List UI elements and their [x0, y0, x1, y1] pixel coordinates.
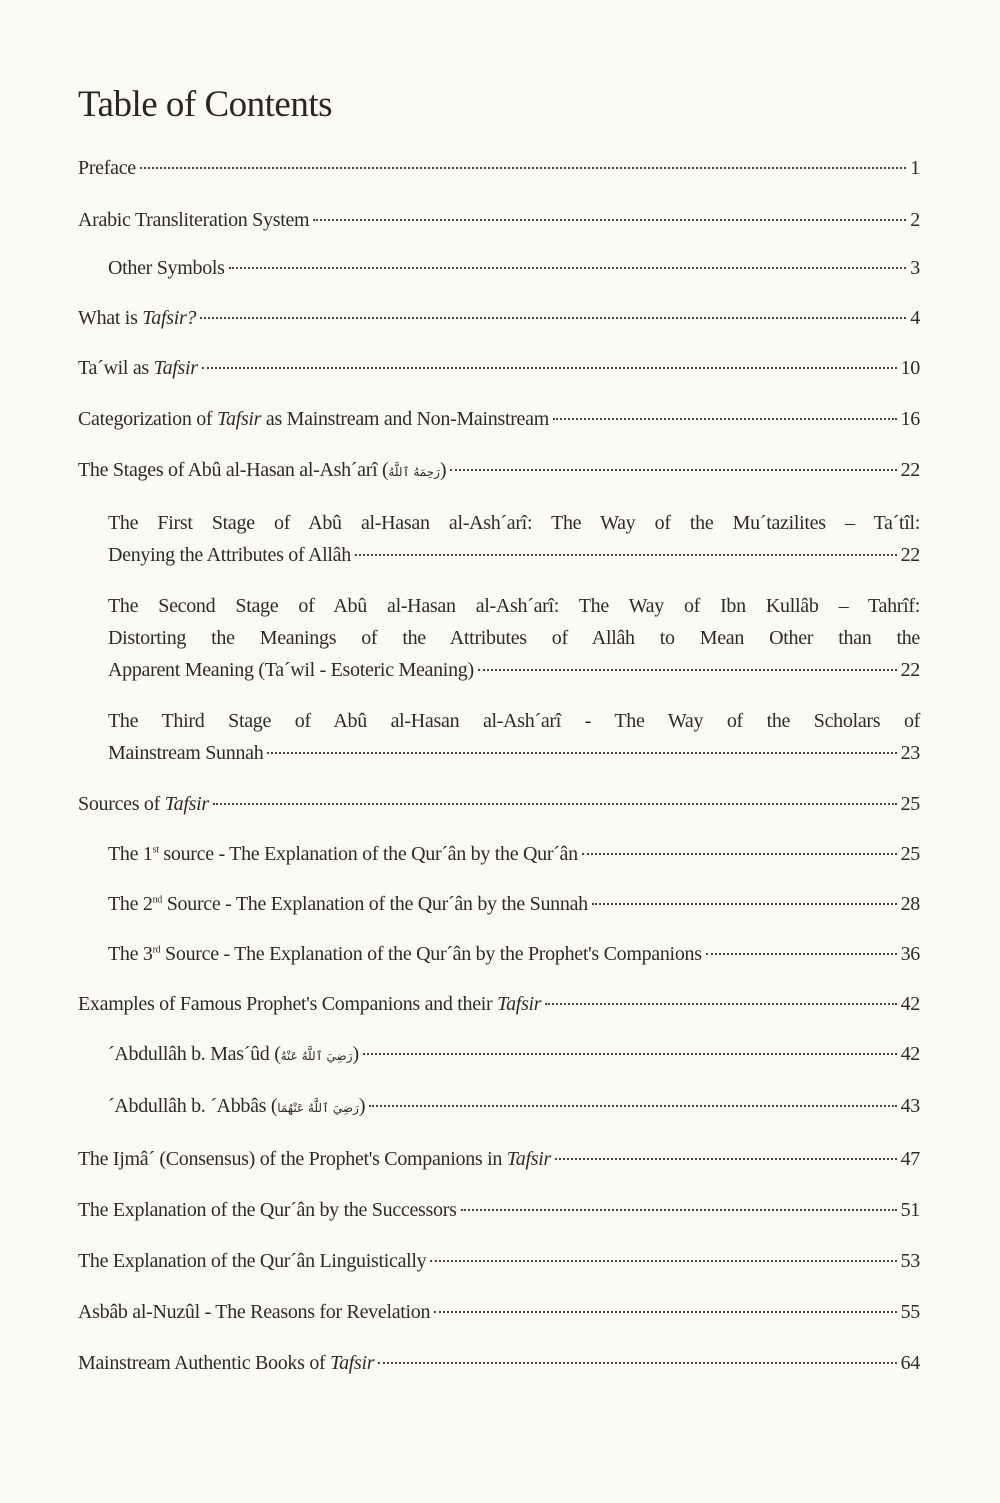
dot-leader	[202, 367, 897, 369]
page-number: 42	[900, 1043, 920, 1065]
page-number: 2	[910, 209, 920, 231]
toc-entry-title	[108, 654, 474, 686]
toc-entry-title	[78, 1347, 374, 1379]
toc-entry-title	[108, 1090, 365, 1124]
toc-entry-title-line: The First Stage of Abû al-Hasan al-Ash´arî: The Way of the Mu´tazilites – Ta´tîl:	[108, 512, 920, 534]
toc-entry[interactable]	[78, 788, 920, 820]
page-number: 23	[900, 742, 920, 764]
toc-entry[interactable]	[78, 1296, 920, 1328]
toc-entry-title	[78, 1245, 426, 1277]
toc-entry-title	[108, 838, 578, 870]
dot-leader	[378, 1362, 896, 1364]
toc-title-italic-part: Tafsir	[330, 1352, 375, 1374]
toc-title-part: source - The Explanation of the Qur´ân by the Qur´ân	[158, 843, 578, 865]
toc-title-part: Mainstream Authentic Books of	[78, 1352, 331, 1374]
toc-title-part: ´Abdullâh b. Mas´ûd (	[108, 1043, 281, 1065]
toc-title-part: Asbâb al-Nuzûl - The Reasons for Revelation	[78, 1301, 431, 1323]
dot-leader	[592, 903, 897, 905]
toc-entry[interactable]	[78, 204, 920, 236]
page-number: 28	[900, 893, 920, 915]
toc-entry[interactable]	[78, 705, 920, 769]
toc-title-italic-part: Tafsir	[497, 993, 542, 1015]
toc-entry[interactable]	[78, 352, 920, 384]
dot-leader	[545, 1003, 896, 1005]
dot-leader	[434, 1311, 896, 1313]
toc-entry-title	[78, 204, 309, 236]
toc-title-part: )	[439, 459, 447, 481]
toc-title-part: The Stages of Abû al-Hasan al-Ash´arî (	[78, 459, 389, 481]
page-number: 3	[910, 257, 920, 279]
toc-entry[interactable]	[78, 938, 920, 970]
toc-entry[interactable]	[78, 838, 920, 870]
dot-leader	[140, 167, 906, 169]
toc-entry-title	[108, 539, 351, 571]
toc-entry[interactable]	[78, 1194, 920, 1226]
toc-entry[interactable]	[78, 1090, 920, 1124]
toc-title-part: Denying the Attributes of Allâh	[108, 544, 351, 566]
toc-title-part: )	[352, 1043, 359, 1065]
dot-leader	[478, 669, 897, 671]
toc-title-part: Sources of	[78, 793, 165, 815]
toc-title-part: The Explanation of the Qur´ân by the Successors	[78, 1199, 457, 1221]
toc-entry-title	[78, 352, 198, 384]
toc-title-part: as Mainstream and Non-Mainstream	[261, 408, 549, 430]
toc-entry[interactable]	[78, 590, 920, 686]
dot-leader	[430, 1260, 896, 1262]
toc-title-italic-part: Tafsir	[506, 1148, 551, 1170]
toc-entry[interactable]	[78, 252, 920, 284]
page-number: 64	[900, 1352, 920, 1374]
toc-title-part: Categorization of	[78, 408, 217, 430]
page-number: 55	[900, 1301, 920, 1323]
page-number: 10	[900, 357, 920, 379]
dot-leader	[200, 317, 906, 319]
toc-entry-title	[108, 888, 588, 920]
page-number: 42	[900, 993, 920, 1015]
ordinal-suffix: st	[152, 844, 159, 856]
toc-entry-title	[78, 1143, 551, 1175]
dot-leader	[267, 752, 896, 754]
arabic-honorific: رَحِمَهُ ٱللَّهُ	[388, 465, 440, 479]
toc-entry[interactable]	[78, 1347, 920, 1379]
page-number: 22	[900, 659, 920, 681]
ordinal-suffix: rd	[152, 944, 161, 956]
toc-entry-title	[78, 454, 446, 488]
toc-entry-title	[78, 1296, 430, 1328]
toc-entry[interactable]	[78, 1143, 920, 1175]
toc-entry-title	[78, 152, 136, 184]
dot-leader	[369, 1105, 896, 1107]
toc-title-part: The 3	[108, 943, 153, 965]
toc-entry-title-line: The Third Stage of Abû al-Hasan al-Ash´arî - The Way of the Scholars of	[108, 710, 920, 732]
page-number: 22	[900, 459, 920, 481]
page-number: 22	[900, 544, 920, 566]
toc-title-part: Apparent Meaning (Ta´wil - Esoteric Meaning)	[108, 659, 474, 681]
toc-title-italic-part: Tafsir	[217, 408, 262, 430]
dot-leader	[313, 219, 906, 221]
page-number: 43	[900, 1095, 920, 1117]
toc-title-part: ´Abdullâh b. ´Abbâs (	[108, 1095, 278, 1117]
toc-title-part: Other Symbols	[108, 257, 225, 279]
dot-leader	[461, 1209, 897, 1211]
toc-entry[interactable]	[78, 152, 920, 184]
dot-leader	[553, 418, 897, 420]
toc-entry-title	[78, 788, 209, 820]
toc-title-part: )	[358, 1095, 366, 1117]
page-title: Table of Contents	[78, 84, 333, 125]
toc-title-part: Arabic Transliteration System	[78, 209, 310, 231]
toc-entry-title	[108, 737, 263, 769]
table-of-contents	[78, 152, 920, 1379]
toc-entry-title	[78, 1194, 457, 1226]
page-number: 1	[910, 157, 920, 179]
toc-title-part: The 2	[108, 893, 153, 915]
toc-entry[interactable]	[78, 988, 920, 1020]
arabic-honorific: رَضِيَ ٱللَّهُ عَنْهُ	[280, 1049, 353, 1063]
toc-title-italic-part: Tafsir	[153, 357, 198, 379]
page-number: 25	[900, 843, 920, 865]
toc-entry[interactable]	[78, 1245, 920, 1277]
toc-entry[interactable]	[78, 888, 920, 920]
toc-title-part: Examples of Famous Prophet's Companions and their	[78, 993, 498, 1015]
page-number: 16	[900, 408, 920, 430]
dot-leader	[555, 1158, 897, 1160]
toc-title-part: Mainstream Sunnah	[108, 742, 264, 764]
page-number: 53	[900, 1250, 920, 1272]
page-number: 36	[900, 943, 920, 965]
page-number: 51	[900, 1199, 920, 1221]
page-number: 25	[900, 793, 920, 815]
toc-title-part: The Explanation of the Qur´ân Linguistically	[78, 1250, 427, 1272]
toc-title-part: What is	[78, 307, 143, 329]
dot-leader	[706, 953, 897, 955]
dot-leader	[229, 267, 907, 269]
dot-leader	[213, 803, 897, 805]
ordinal-suffix: nd	[152, 894, 163, 906]
toc-title-part: The Ijmâ´ (Consensus) of the Prophet's Companions in	[78, 1148, 507, 1170]
toc-entry[interactable]	[78, 403, 920, 435]
dot-leader	[450, 469, 896, 471]
toc-title-part: Ta´wil as	[78, 357, 154, 379]
page-number: 4	[910, 307, 920, 329]
toc-entry-title	[108, 252, 225, 284]
toc-entry-title	[78, 988, 541, 1020]
toc-entry-title	[78, 302, 196, 334]
toc-title-part: The 1	[108, 843, 153, 865]
toc-entry-title	[108, 1038, 359, 1072]
toc-entry-title	[78, 403, 549, 435]
toc-entry[interactable]	[78, 302, 920, 334]
toc-title-italic-part: Tafsir?	[142, 307, 197, 329]
toc-entry[interactable]	[78, 1038, 920, 1072]
toc-entry-title-line: Distorting the Meanings of the Attributes of Allâh to Mean Other than the	[108, 627, 920, 649]
toc-entry-title-line: The Second Stage of Abû al-Hasan al-Ash´arî: The Way of Ibn Kullâb – Tahrîf:	[108, 595, 920, 617]
toc-title-part: Source - The Explanation of the Qur´ân by the Prophet's Companions	[160, 943, 702, 965]
page-number: 47	[900, 1148, 920, 1170]
arabic-honorific: رَضِيَ ٱللَّهُ عَنْهُمَا	[277, 1101, 359, 1115]
toc-entry[interactable]	[78, 507, 920, 571]
dot-leader	[355, 554, 897, 556]
toc-entry[interactable]	[78, 454, 920, 488]
toc-entry-title	[108, 938, 702, 970]
dot-leader	[363, 1053, 897, 1055]
toc-title-italic-part: Tafsir	[164, 793, 209, 815]
toc-title-part: Preface	[78, 157, 136, 179]
dot-leader	[582, 853, 897, 855]
toc-title-part: Source - The Explanation of the Qur´ân by the Sunnah	[162, 893, 588, 915]
